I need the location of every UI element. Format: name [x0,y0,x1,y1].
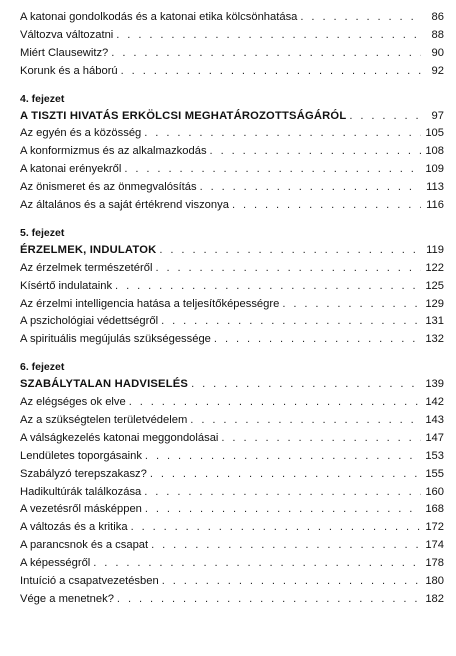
toc-entry-title: Az érzelmi intelligencia hatása a teljesítőképességre [20,297,280,310]
chapter-heading [20,109,444,127]
toc-entry-title: Vége a menetnek? [20,592,114,605]
toc-entry-page: 172 [425,521,444,534]
toc-entry-title: Az a szükségtelen területvédelem [20,414,188,427]
toc-entry-page: 116 [426,199,444,212]
toc-entry-title: Az elégséges ok elve [20,396,126,409]
toc-entry-title: Változva változatni [20,28,114,41]
toc-entry [20,449,444,467]
toc-entry-title: Az egyén és a közösség [20,127,142,140]
toc-entry-title: Miért Clausewitz? [20,46,109,59]
toc-entry-title: Az általános és a saját értékrend viszonya [20,199,229,212]
chapter-heading-title: ÉRZELMEK, INDULATOK [20,243,157,256]
toc-entry [20,574,444,592]
dot-leader [155,261,421,275]
toc-entry-page: 90 [431,46,444,59]
toc-entry-title: Lendületes toporgásaink [20,449,142,462]
toc-entry-page: 113 [426,181,444,194]
toc-entry-title: A spirituális megújulás szükségessége [20,333,211,346]
dot-leader [145,449,421,463]
toc-entry [20,413,444,431]
toc-entry-page: 125 [425,279,444,292]
toc-entry-title: A konformizmus és az alkalmazkodás [20,145,207,158]
toc-entry [20,162,444,180]
toc-entry-title: A katonai gondolkodás és a katonai etika kölcsönhatása [20,11,298,23]
toc-entry-page: 143 [425,414,444,427]
toc-entry-title: A pszichológiai védettségről [20,315,159,328]
dot-leader [131,520,421,534]
dot-leader [145,502,421,516]
dot-leader [161,314,421,328]
toc-entry-page: 168 [425,503,444,516]
dot-leader [191,377,421,391]
toc-entry-page: 92 [431,64,444,77]
chapter-heading-page: 97 [431,109,444,122]
dot-leader [210,144,421,158]
toc-entry-title: A változás és a kritika [20,521,128,534]
toc-entry [20,431,444,449]
toc-entry-page: 131 [425,315,444,328]
dot-leader [200,180,421,194]
table-of-contents [20,10,444,610]
toc-entry-page: 105 [425,127,444,140]
toc-entry-page: 132 [425,333,444,346]
toc-entry-page: 155 [425,467,444,480]
toc-entry [20,467,444,485]
toc-entry [20,46,444,64]
toc-entry-page: 182 [425,592,444,605]
chapter-heading [20,377,444,395]
dot-leader [111,46,421,60]
toc-entry-page: 129 [425,297,444,310]
chapter-heading-page: 139 [425,378,444,391]
toc-entry-page: 109 [425,163,444,176]
toc-entry [20,332,444,350]
dot-leader [349,109,421,123]
toc-entry [20,64,444,82]
toc-entry-title: Az érzelmek természetéről [20,261,153,274]
chapter-label: 5. fejezet [20,226,65,239]
dot-leader [159,243,421,257]
dot-leader [190,413,421,427]
toc-entry [20,520,444,538]
dot-leader [129,395,421,409]
toc-entry-title: Hadikultúrák találkozása [20,485,142,498]
dot-leader [144,485,421,499]
toc-entry [20,502,444,520]
dot-leader [150,467,421,481]
toc-entry-page: 88 [431,28,444,41]
toc-entry-title: Intuíció a csapatvezetésben [20,575,159,588]
dot-leader [121,64,421,78]
toc-entry [20,144,444,162]
chapter-label: 6. fejezet [20,361,65,374]
toc-entry [20,592,444,610]
toc-entry-page: 180 [425,575,444,588]
toc-entry-title: Az önismeret és az önmegvalósítás [20,181,197,194]
toc-entry-page: 122 [425,261,444,274]
toc-entry-title: Szabályzó terepszakasz? [20,467,147,480]
toc-entry-title: A vezetésről másképpen [20,503,142,516]
toc-entry [20,556,444,574]
toc-entry [20,261,444,279]
toc-entry-page: 160 [425,485,444,498]
toc-entry-page: 174 [425,539,444,552]
toc-entry [20,314,444,332]
dot-leader [115,279,421,293]
toc-entry [20,28,444,46]
toc-entry-title: A parancsnok és a csapat [20,539,149,552]
toc-entry-title: A válságkezelés katonai meggondolásai [20,431,219,444]
dot-leader [93,556,421,570]
chapter-label: 4. fejezet [20,92,65,105]
toc-entry [20,126,444,144]
toc-entry-title: A katonai erényekről [20,163,122,176]
dot-leader [232,198,421,212]
dot-leader [282,297,421,311]
toc-entry [20,180,444,198]
toc-entry-page: 142 [425,396,444,409]
toc-entry-page: 108 [425,145,444,158]
toc-entry [20,297,444,315]
toc-entry-page: 153 [425,449,444,462]
toc-entry-title: Korunk és a háború [20,64,118,77]
toc-entry [20,279,444,297]
toc-entry-title: A képességről [20,557,91,570]
dot-leader [300,10,421,24]
toc-entry [20,538,444,556]
toc-entry [20,485,444,503]
dot-leader [144,126,421,140]
dot-leader [221,431,421,445]
dot-leader [151,538,421,552]
dot-leader [124,162,421,176]
dot-leader [214,332,421,346]
toc-entry-title: Kísértő indulataink [20,279,113,292]
toc-entry [20,10,444,28]
chapter-heading-page: 119 [426,243,444,256]
chapter-heading-title: SZABÁLYTALAN HADVISELÉS [20,378,189,391]
chapter-heading [20,243,444,261]
dot-leader [116,28,421,42]
toc-entry [20,198,444,216]
toc-entry-page: 147 [425,431,444,444]
toc-entry [20,395,444,413]
dot-leader [162,574,421,588]
toc-entry-page: 178 [425,557,444,570]
dot-leader [117,592,421,606]
chapter-heading-title: A TISZTI HIVATÁS ERKÖLCSI MEGHATÁROZOTTSÁGÁRÓL [20,109,347,122]
toc-entry-page: 86 [431,11,444,23]
